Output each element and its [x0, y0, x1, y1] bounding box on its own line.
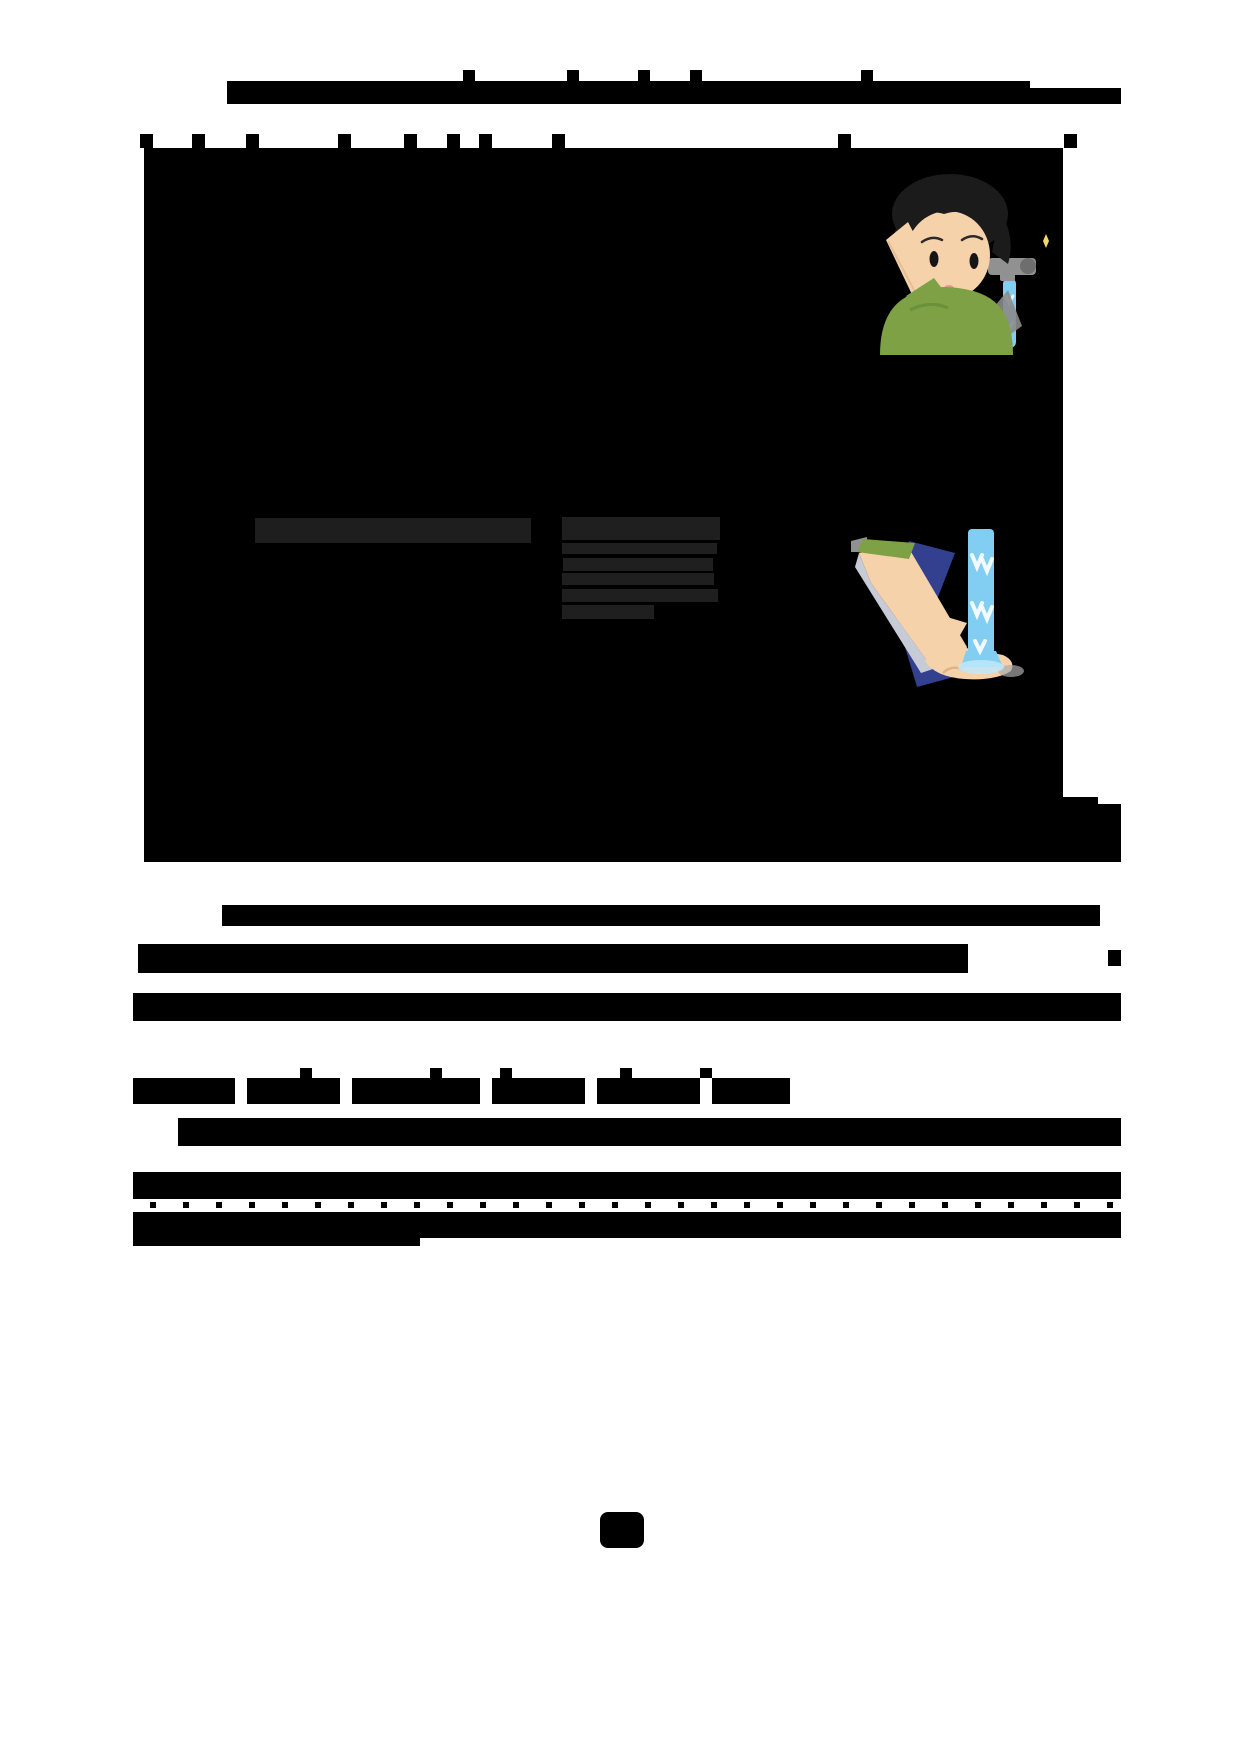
title-rule-blob — [1030, 88, 1121, 104]
dotted-line-dot — [282, 1202, 288, 1208]
page-number-badge — [600, 1512, 644, 1548]
dotted-line-dot — [810, 1202, 816, 1208]
paragraph2-line1-blob — [138, 944, 968, 973]
heading-ascender-nub — [300, 1068, 312, 1078]
paragraph1-lines-blob — [144, 797, 1098, 862]
panel-caption-line — [562, 573, 714, 585]
dotted-line-dot — [1074, 1202, 1080, 1208]
dotted-line-dot — [1008, 1202, 1014, 1208]
heading-word-blob — [597, 1078, 700, 1104]
panel-top-nub — [140, 134, 153, 148]
dotted-line-dot — [381, 1202, 387, 1208]
heading-word-blob — [492, 1078, 585, 1104]
panel-caption-line — [562, 543, 717, 554]
paragraph2-line2-blob — [133, 993, 1121, 1021]
panel-caption-line — [562, 517, 720, 540]
panel-top-nub — [838, 134, 851, 148]
title-text-blob — [227, 81, 1030, 104]
panel-caption-line — [562, 605, 654, 619]
dotted-line-dot — [216, 1202, 222, 1208]
heading-word-blob — [247, 1078, 340, 1104]
panel-caption-line — [562, 589, 718, 602]
title-ascender-nub — [638, 70, 650, 81]
panel-top-nub — [479, 134, 492, 148]
heading-word-blob — [133, 1078, 235, 1104]
panel-caption-line — [563, 558, 713, 571]
dotted-line-dot — [249, 1202, 255, 1208]
paragraph3-line3-blob — [133, 1212, 1121, 1238]
boy-washing-face-illustration — [850, 160, 1065, 355]
dotted-line-dot — [645, 1202, 651, 1208]
heading-ascender-nub — [430, 1068, 442, 1078]
dotted-line-dot — [909, 1202, 915, 1208]
title-ascender-nub — [861, 70, 873, 81]
dotted-line-dot — [711, 1202, 717, 1208]
dotted-line-dot — [480, 1202, 486, 1208]
panel-top-nub — [447, 134, 460, 148]
dotted-line-dot — [843, 1202, 849, 1208]
panel-top-nub — [552, 134, 565, 148]
paragraph3-line1-blob — [178, 1118, 1121, 1146]
panel-top-nub — [404, 134, 417, 148]
dotted-line-dot — [777, 1202, 783, 1208]
dotted-line-dot — [678, 1202, 684, 1208]
dotted-line-dot — [942, 1202, 948, 1208]
panel-top-nub — [192, 134, 205, 148]
paragraph3-line1-end-blob — [1112, 1124, 1121, 1138]
dotted-line-dot — [513, 1202, 519, 1208]
panel-step-label-blob — [255, 518, 531, 543]
paragraph3-line2-blob — [133, 1172, 1121, 1199]
paragraph2-line1-end-blob — [1108, 950, 1121, 966]
title-ascender-nub — [463, 70, 475, 81]
heading-word-blob — [712, 1078, 790, 1104]
heading-ascender-nub — [500, 1068, 512, 1078]
paragraph1-right-blob — [1098, 804, 1121, 862]
heading-word-blob — [352, 1078, 480, 1104]
dotted-line-dot — [546, 1202, 552, 1208]
panel-top-nub — [246, 134, 259, 148]
dotted-line-dot — [579, 1202, 585, 1208]
dotted-line-dot — [315, 1202, 321, 1208]
dotted-line-dot — [183, 1202, 189, 1208]
dotted-line-dot — [1041, 1202, 1047, 1208]
dotted-line-dot — [876, 1202, 882, 1208]
dotted-line-dot — [975, 1202, 981, 1208]
paragraph3-line3-descender-blob — [133, 1238, 420, 1246]
dotted-line-dot — [414, 1202, 420, 1208]
dotted-line-dot — [447, 1202, 453, 1208]
panel-top-nub — [1064, 134, 1077, 148]
heading-ascender-nub — [620, 1068, 632, 1078]
dotted-line-dot — [1107, 1202, 1113, 1208]
dotted-line-dot — [612, 1202, 618, 1208]
paragraph1-lastline-blob — [222, 905, 1100, 926]
title-ascender-nub — [690, 70, 702, 81]
washing-feet-illustration — [775, 455, 1075, 690]
dotted-line-dot — [150, 1202, 156, 1208]
panel-top-nub — [338, 134, 351, 148]
dotted-line-dot — [348, 1202, 354, 1208]
dotted-line-dot — [744, 1202, 750, 1208]
title-ascender-nub — [567, 70, 579, 81]
heading-ascender-nub — [700, 1068, 712, 1078]
